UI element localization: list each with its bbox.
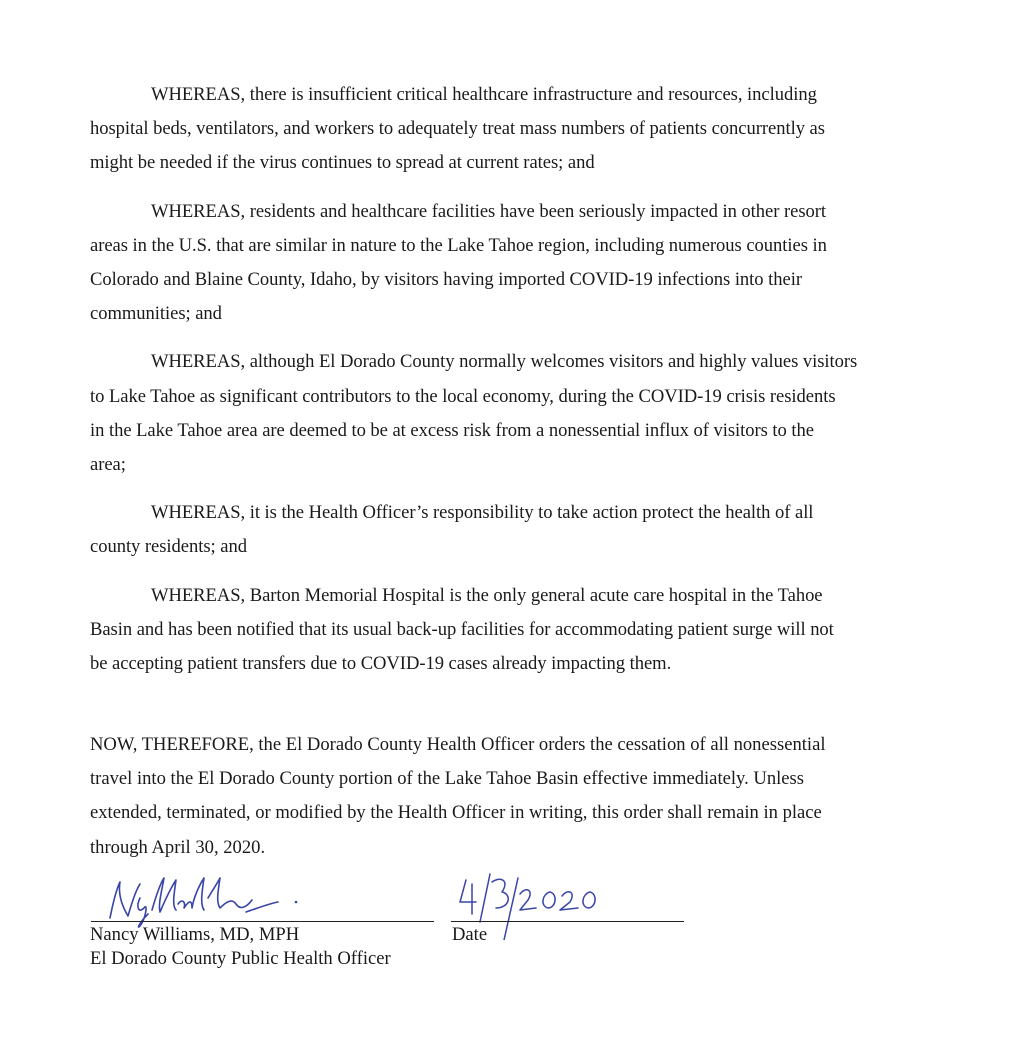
order-paragraph: [90, 728, 922, 865]
paragraph-line: WHEREAS, there is insufficient critical healthcare infrastructure and resources, including: [151, 84, 817, 105]
date-label: Date: [452, 924, 488, 945]
whereas-paragraph-2: [90, 195, 922, 332]
signature-line: [91, 921, 434, 922]
signer-title: El Dorado County Public Health Officer: [90, 948, 391, 969]
paragraph-line: areas in the U.S. that are similar in nature to the Lake Tahoe region, including numerous counties in: [90, 234, 827, 256]
signer-name: Nancy Williams, MD, MPH: [90, 924, 300, 945]
document-body: [90, 78, 922, 695]
order-line: travel into the El Dorado County portion of the Lake Tahoe Basin effective immediately. Unless: [90, 768, 805, 790]
paragraph-line: be accepting patient transfers due to COVID-19 cases already impacting them.: [90, 653, 672, 675]
paragraph-line: WHEREAS, Barton Memorial Hospital is the only general acute care hospital in the Tahoe: [151, 584, 823, 606]
paragraph-line: communities; and: [90, 303, 222, 325]
order-line: extended, terminated, or modified by the Health Officer in writing, this order shall remain in place: [90, 802, 822, 824]
paragraph-line: area;: [90, 454, 126, 476]
paragraph-line: Basin and has been notified that its usual back-up facilities for accommodating patient surge will not: [90, 618, 834, 640]
paragraph-line: county residents; and: [90, 536, 247, 558]
whereas-paragraph-3: [90, 345, 922, 482]
handwritten-signature: [96, 868, 316, 928]
order-line: NOW, THEREFORE, the El Dorado County Health Officer orders the cessation of all nonessential: [90, 734, 826, 755]
paragraph-line: in the Lake Tahoe area are deemed to be at excess risk from a nonessential influx of visitors to the: [90, 419, 814, 441]
paragraph-line: WHEREAS, although El Dorado County normally welcomes visitors and highly values visitors: [151, 351, 858, 373]
paragraph-line: might be needed if the virus continues to spread at current rates; and: [90, 152, 595, 174]
whereas-paragraph-1: [90, 78, 922, 181]
whereas-paragraph-4: [90, 496, 922, 564]
signature-block: [90, 868, 690, 978]
date-line: [451, 921, 684, 922]
paragraph-line: to Lake Tahoe as significant contributors to the local economy, during the COVID-19 crisis residents: [90, 385, 836, 407]
paragraph-line: Colorado and Blaine County, Idaho, by visitors having imported COVID-19 infections into their: [90, 269, 802, 291]
order-line: through April 30, 2020.: [90, 836, 266, 858]
paragraph-line: WHEREAS, it is the Health Officer’s responsibility to take action protect the health of all: [151, 502, 814, 524]
paragraph-line: hospital beds, ventilators, and workers to adequately treat mass numbers of patients concurrently as: [90, 118, 825, 140]
paragraph-line: WHEREAS, residents and healthcare facilities have been seriously impacted in other resort: [151, 200, 827, 222]
whereas-paragraph-5: [90, 579, 922, 682]
